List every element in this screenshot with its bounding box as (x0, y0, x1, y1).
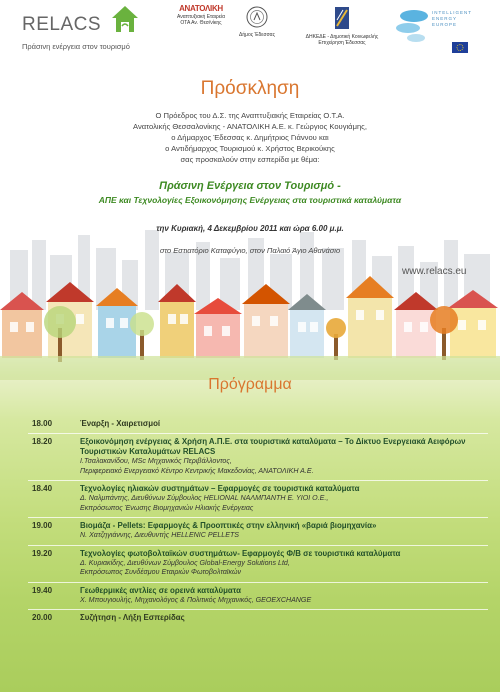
program-time: 18.00 (32, 419, 53, 428)
theme-subtitle: ΑΠΕ και Τεχνολογίες Εξοικονόμησης Ενέργειας στα τουριστικά καταλύματα (98, 195, 402, 205)
program-heading: Τεχνολογίες φωτοβολταϊκών συστημάτων- Εφαρμογές Φ/Β σε τουριστικά καταλύματα (80, 548, 401, 558)
program-item (28, 481, 488, 518)
program-speaker: Χ. Μπουγιουλής, Μηχανολόγος & Πολιτικός Μηχανικός, GEOEXCHANGE (80, 595, 312, 604)
invitation-title: Πρόσκληση (200, 78, 300, 99)
iee-text: INTELLIGENT ENERGY EUROPE (432, 10, 473, 27)
invitation-intro: Ο Πρόεδρος του Δ.Σ. της Αναπτυξιακής Εταιρείας Ο.Τ.Α. Ανατολικής Θεσσαλονίκης - ΑΝΑΤΟΛΙΚΗ Α.Ε. κ. Γεώργιος Κουγιάμης, ο Δήμαρχος Έδεσσας κ. Δημήτριος Γιάννου και ο Αντιδήμαρχος Τουρισμού κ. Χρήστος Βερικούκης σας προσκαλούν στην εσπερίδα με θέμα: (133, 111, 367, 164)
program-time: 19.40 (32, 585, 53, 595)
program-speaker: Δ. Κυριακίδης, Διευθύνων Σύμβουλος Global-Energy Solutions Ltd, (80, 558, 290, 567)
program-time: 18.40 (32, 484, 53, 493)
program-item (28, 610, 488, 627)
edessa-municipality-logo: Δήμος Έδεσσας (232, 6, 282, 38)
program-heading: Συζήτηση - Λήξη Εσπερίδας (80, 613, 185, 622)
program-item (28, 434, 488, 481)
relacs-logo-text: RELACS (22, 14, 102, 35)
website-url: www.relacs.eu (402, 266, 467, 277)
program-affiliation: Περιφερειακό Ενεργειακό Κέντρο Κεντρικής Μακεδονίας, ΑΝΑΤΟΛΙΚΗ Α.Ε. (80, 466, 314, 475)
event-venue: στο Εστιατόριο Καταφύγιο, στον Παλαιό Άγιο Αθανάσιο (159, 246, 341, 255)
program-heading: Τεχνολογίες ηλιακών συστημάτων – Εφαρμογές σε τουριστικά καταλύματα (80, 484, 360, 493)
program-list (0, 416, 500, 627)
program-item (28, 583, 488, 611)
program-speaker: Ι.Τσαλακανίδου, MSc Μηχανικός Περιβάλλοντος, (80, 457, 232, 465)
program-affiliation: Εκπρόσωπος Ένωσης Βιομηχανιών Ηλιακής Ενέργειας (80, 503, 254, 512)
green-house-icon (110, 4, 140, 36)
program-speaker: Δ. Ναλμπάντης, Διευθύνων Σύμβουλος HELIONAL ΝΑΛΜΠΑΝΤΗ Ε. ΥΙΟΙ Ο.Ε., (80, 494, 329, 502)
program-heading: Γεωθερμικές αντλίες σε ορεινά καταλύματα (80, 585, 241, 595)
program-title: Πρόγραμμα (208, 376, 292, 393)
program-time: 19.00 (32, 521, 53, 530)
event-theme (0, 180, 500, 205)
anatoliki-logo: ΑΝΑΤΟΛΙΚΗ Αναπτυξιακή Εταιρεία ΟΤΑ Αν. Θεσ/νίκης (176, 4, 226, 26)
program-item (28, 546, 488, 583)
dikedee-emblem-icon (333, 6, 351, 30)
program-heading: Βιομάζα - Pellets: Εφαρμογές & Προοπτικές στην ελληνική «βαριά βιομηχανία» (80, 521, 377, 530)
town-illustration (0, 210, 500, 380)
program-heading: Εξοικονόμηση ενέργειας & Χρήση Α.Π.Ε. στα τουριστικά καταλύματα – Το Δίκτυο Ενεργειακά Αειφόρων Τουριστικών Καταλυμάτων RELACS (80, 437, 466, 456)
intelligent-energy-europe-logo-icon (394, 6, 434, 48)
dikedee-logo: ΔΗΚΕΔΕ - Δημοτική Κοινωφελής Επιχείρηση Έδεσσας (292, 6, 392, 46)
program-time: 18.20 (32, 437, 53, 446)
theme-title: Πράσινη Ενέργεια στον Τουρισμό - (159, 180, 341, 192)
relacs-subtitle: Πράσινη ενέργεια στον τουρισμό (22, 42, 130, 51)
program-affiliation: Εκπρόσωπος Συνδέσμου Εταιριών Φωτοβολταϊκών (80, 568, 242, 576)
program-item (28, 416, 488, 434)
program-time: 19.20 (32, 548, 53, 558)
eu-flag-icon (452, 42, 468, 53)
event-date: την Κυριακή, 4 Δεκεμβρίου 2011 και ώρα 6.00 μ.μ. (156, 224, 344, 233)
program-item (28, 518, 488, 546)
program-time: 20.00 (32, 613, 53, 622)
program-speaker: Ν. Χατζηγιάννης, Διευθυντής HELLENIC PELLETS (80, 531, 240, 539)
header (0, 0, 500, 62)
edessa-seal-icon (246, 6, 268, 28)
program-heading: Έναρξη - Χαιρετισμοί (80, 419, 161, 428)
